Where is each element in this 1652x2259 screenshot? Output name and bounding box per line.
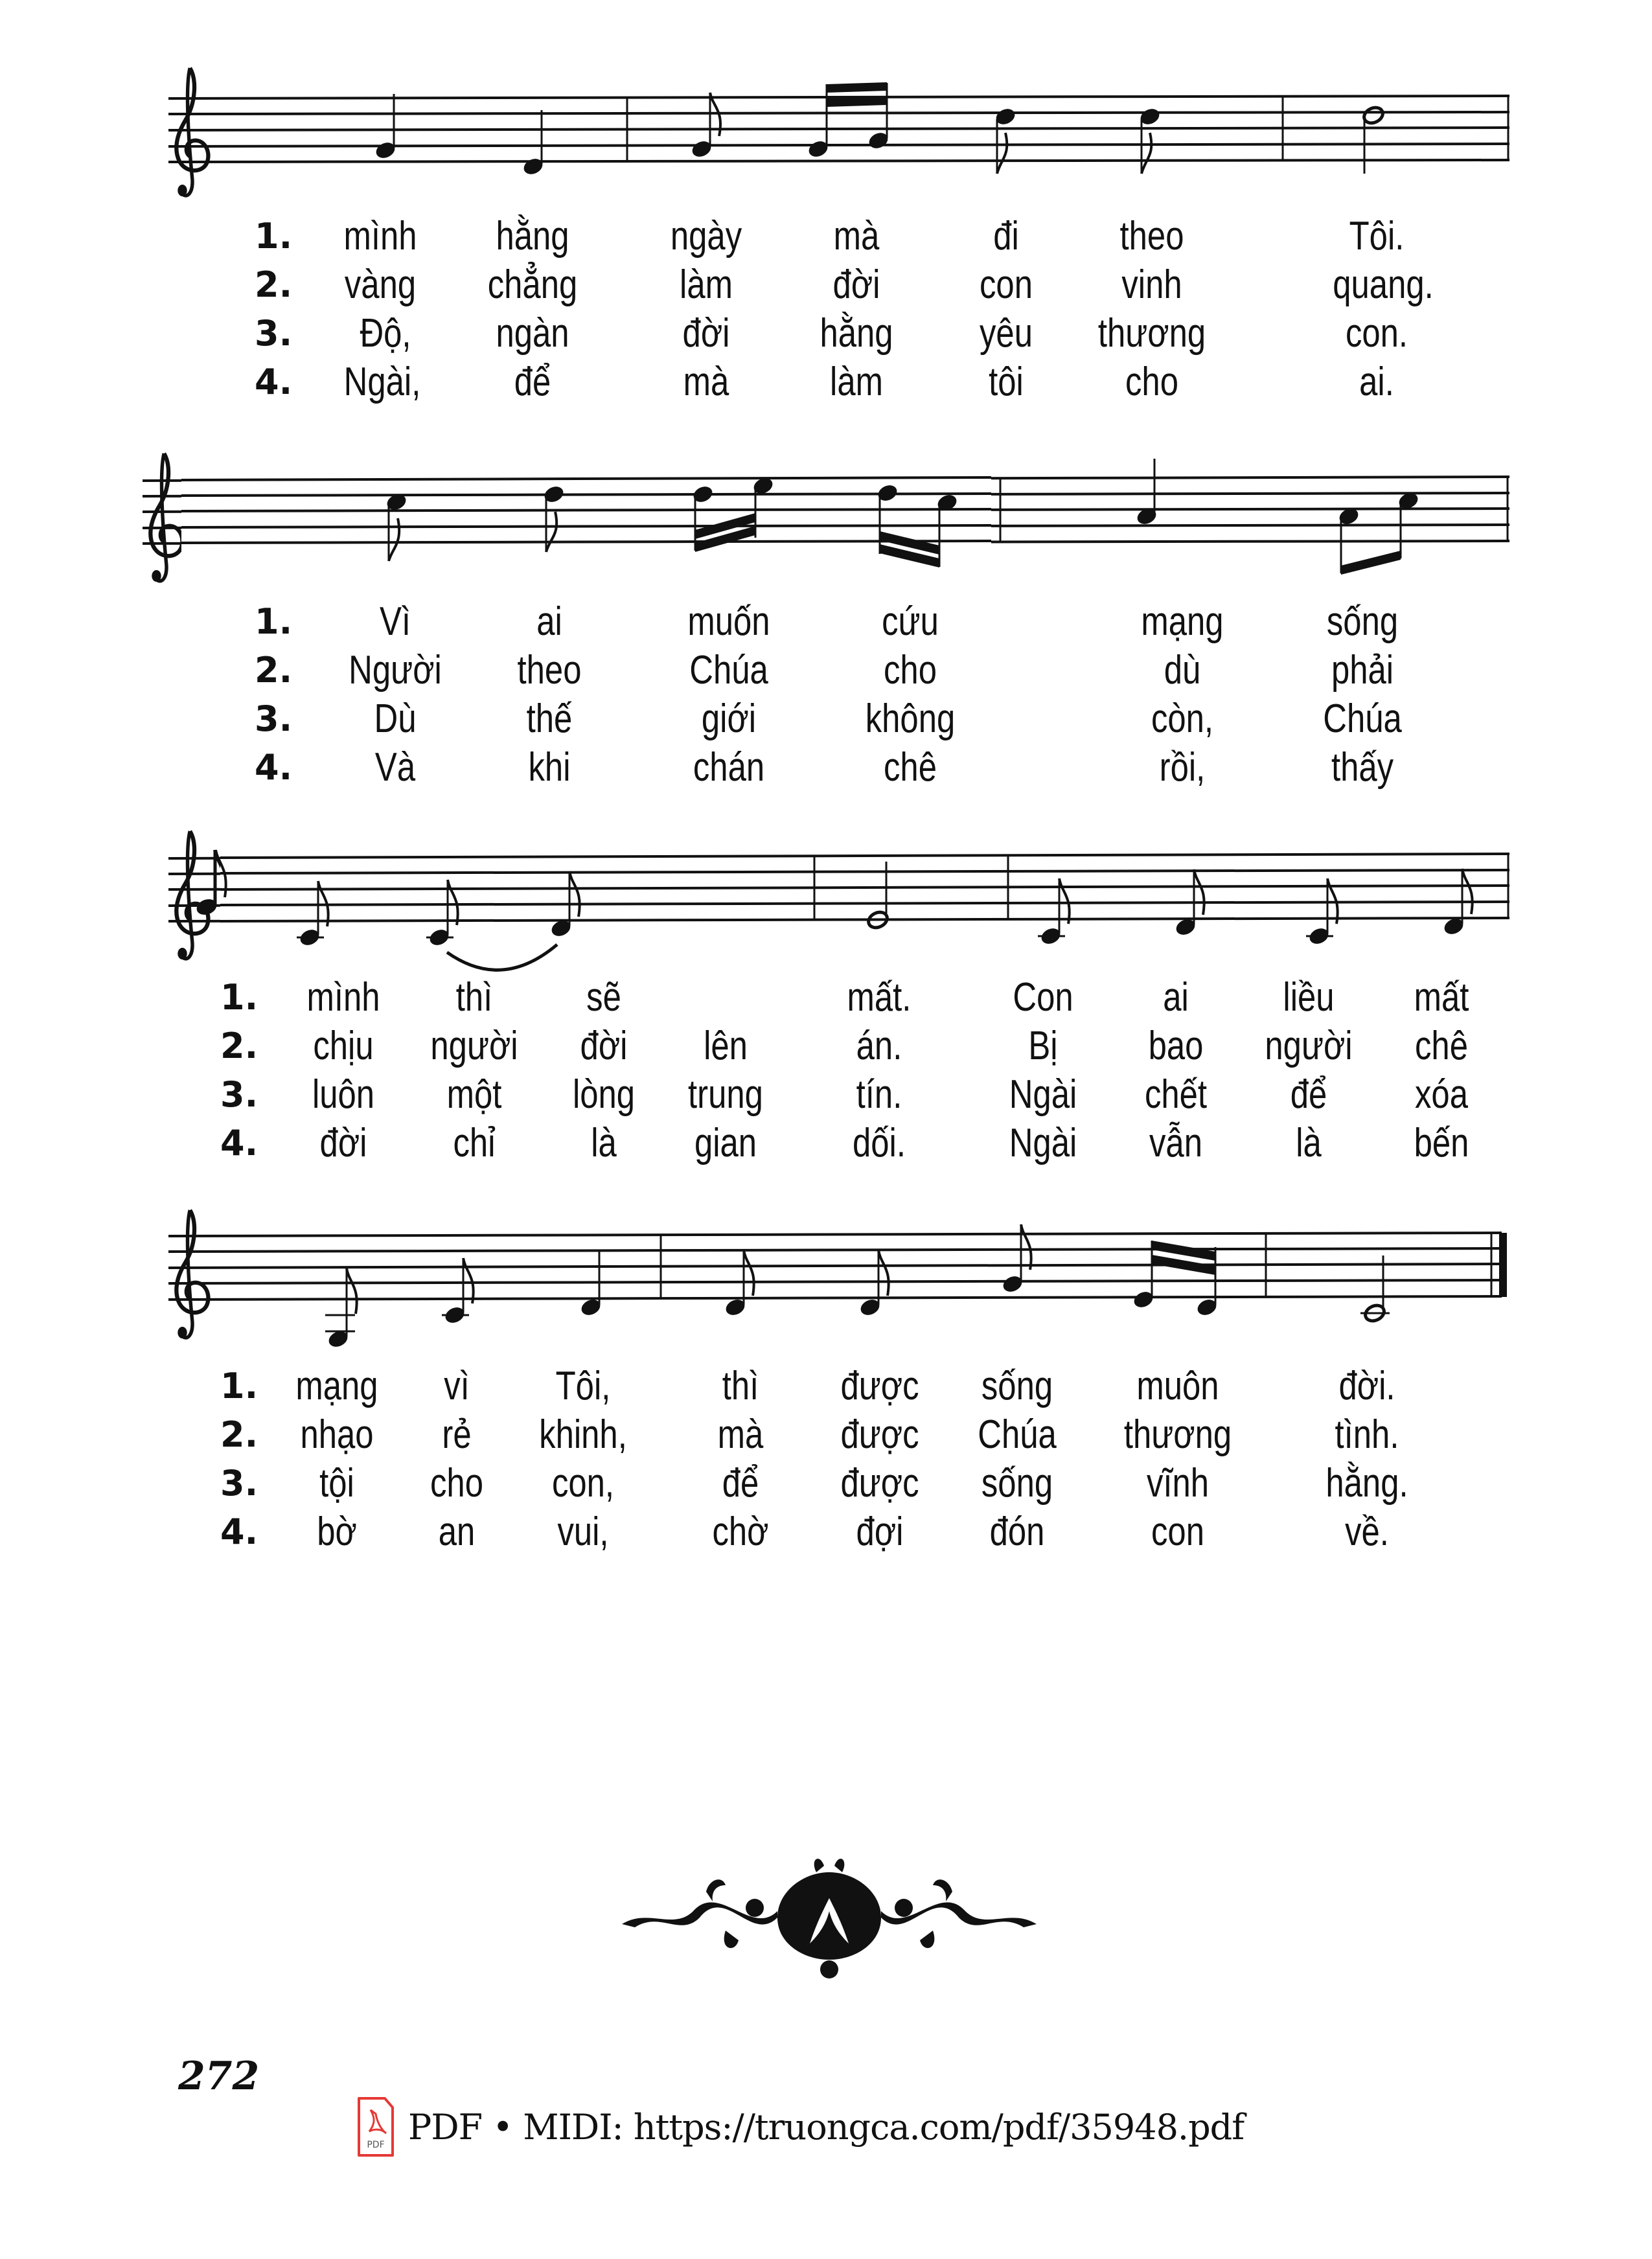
verse-number: 1.: [220, 1366, 258, 1406]
lyric: về.: [1345, 1509, 1389, 1554]
verse-row: [0, 975, 1652, 1020]
lyric: chờ: [712, 1509, 769, 1554]
lyric: làm: [830, 360, 883, 404]
verse-row: [0, 214, 1652, 259]
lyric: Dù: [374, 696, 417, 741]
lyric: đời.: [1338, 1364, 1395, 1408]
lyric: một: [446, 1072, 502, 1117]
lyric: Ngài: [1009, 1072, 1077, 1117]
lyric: thương: [1123, 1412, 1232, 1457]
verse-number: 2.: [255, 650, 293, 691]
lyric: làm: [680, 262, 733, 307]
lyric: sống: [981, 1364, 1053, 1408]
lyric: bờ: [317, 1509, 357, 1554]
lyric: muôn: [1136, 1364, 1219, 1408]
lyric: quang.: [1333, 262, 1434, 307]
lyric: đời: [580, 1024, 628, 1068]
lyric: chẳng: [487, 262, 578, 307]
lyric: chỉ: [453, 1121, 496, 1165]
verse-number: 2.: [220, 1026, 258, 1066]
lyric: nhạo: [300, 1412, 374, 1457]
lyric: ngày: [670, 214, 742, 258]
verse-row: [0, 648, 1652, 693]
lyric: đời: [832, 262, 880, 307]
lyric: mất: [1414, 975, 1469, 1020]
verse-row: [0, 1121, 1652, 1166]
lyric: vàng: [344, 262, 417, 307]
lyric: Chúa: [689, 648, 768, 693]
lyric: Con: [1013, 975, 1073, 1020]
lyric: mình: [343, 214, 417, 258]
lyric: tín.: [856, 1072, 902, 1117]
lyric: chê: [1415, 1024, 1468, 1068]
lyric: con: [1151, 1509, 1204, 1554]
lyric: lòng: [572, 1072, 636, 1117]
lyric: đời: [682, 311, 730, 356]
verse-row: [0, 1024, 1652, 1069]
verse-number: 4.: [220, 1511, 258, 1552]
lyric: hằng: [820, 311, 893, 356]
lyric: vĩnh: [1146, 1461, 1210, 1506]
footer-link[interactable]: [356, 2096, 1244, 2158]
verse-number: 4.: [255, 747, 293, 788]
verse-number: 3.: [255, 313, 293, 354]
lyric: yêu: [980, 311, 1033, 356]
lyric: con,: [551, 1461, 615, 1506]
lyric: Tôi.: [1349, 214, 1405, 258]
lyric: được: [840, 1461, 919, 1506]
lyric: trung: [688, 1072, 763, 1117]
lyric: mạng: [295, 1364, 378, 1408]
verse-number: 3.: [255, 698, 293, 739]
lyric: Chúa: [978, 1412, 1057, 1457]
lyric: dối.: [853, 1121, 906, 1165]
verse-row: [0, 696, 1652, 742]
lyric: tình.: [1335, 1412, 1399, 1457]
lyric: ngàn: [496, 311, 569, 356]
lyric: giới: [701, 696, 757, 741]
lyric: bao: [1148, 1024, 1204, 1068]
lyric: Và: [374, 745, 416, 790]
lyric: đợi: [856, 1509, 904, 1554]
lyric: dù: [1164, 648, 1201, 693]
footer-text[interactable]: PDF • MIDI: https://truongca.com/pdf/35948.pdf: [408, 2106, 1245, 2148]
lyric: mà: [833, 214, 880, 258]
verse-row: [0, 1412, 1652, 1458]
verse-number: 1.: [255, 216, 293, 257]
pdf-file-icon: [356, 2096, 395, 2158]
lyric: ai: [536, 599, 562, 644]
lyric: con: [980, 262, 1033, 307]
lyric: rẻ: [442, 1412, 472, 1457]
lyric: được: [840, 1364, 919, 1408]
lyric: người: [430, 1024, 518, 1068]
lyric: theo: [517, 648, 582, 693]
lyric: Ngài: [1009, 1121, 1077, 1165]
lyric: phải: [1331, 648, 1394, 693]
verse-row: [0, 262, 1652, 308]
verse-row: [0, 1072, 1652, 1118]
lyric: lên: [704, 1024, 748, 1068]
svg-text:PDF: PDF: [367, 2140, 385, 2150]
lyric: được: [840, 1412, 919, 1457]
lyric: ai: [1163, 975, 1189, 1020]
verse-number: 2.: [255, 264, 293, 305]
lyric: bến: [1414, 1121, 1469, 1165]
lyric: đi: [993, 214, 1019, 258]
lyric: để: [1290, 1072, 1327, 1117]
lyric: Bị: [1028, 1024, 1058, 1068]
verse-row: [0, 1509, 1652, 1555]
lyric: Ngài,: [343, 360, 421, 404]
lyric: còn,: [1151, 696, 1214, 741]
lyric: chết: [1144, 1072, 1208, 1117]
verse-row: [0, 745, 1652, 790]
lyric: Độ,: [360, 311, 411, 356]
verse-row: [0, 1461, 1652, 1506]
lyric: mạng: [1141, 599, 1224, 644]
lyric: gian: [694, 1121, 757, 1165]
floral-ornament-icon: [596, 1846, 1062, 1989]
lyric: để: [514, 360, 551, 404]
lyric: án.: [856, 1024, 902, 1068]
lyric: mất.: [847, 975, 912, 1020]
verse-number: 3.: [220, 1463, 258, 1504]
lyric: Người: [349, 648, 442, 693]
lyric: cứu: [882, 599, 939, 644]
lyric: khi: [528, 745, 571, 790]
lyric: thì: [455, 975, 493, 1020]
lyric: vẫn: [1149, 1121, 1202, 1165]
lyric: ai.: [1359, 360, 1394, 404]
lyric: theo: [1119, 214, 1184, 258]
final-barline: [1499, 1233, 1507, 1297]
verse-number: 2.: [220, 1414, 258, 1455]
lyric: thì: [722, 1364, 759, 1408]
lyric: đón: [989, 1509, 1045, 1554]
lyric: để: [722, 1461, 759, 1506]
lyric: hằng.: [1325, 1461, 1408, 1506]
page-number: 272: [178, 2054, 260, 2099]
verse-number: 4.: [255, 361, 293, 402]
lyric: thấy: [1331, 745, 1394, 790]
lyric: chịu: [313, 1024, 374, 1068]
lyric: là: [591, 1121, 617, 1165]
lyric: khinh,: [539, 1412, 627, 1457]
lyric: sống: [981, 1461, 1053, 1506]
lyric: không: [865, 696, 956, 741]
lyric: vinh: [1121, 262, 1182, 307]
lyric: người: [1265, 1024, 1353, 1068]
lyric: Vì: [379, 599, 411, 644]
lyric: mà: [683, 360, 729, 404]
lyric: sẽ: [586, 975, 621, 1020]
lyric: luôn: [312, 1072, 375, 1117]
lyric: thế: [526, 696, 573, 741]
verse-row: [0, 311, 1652, 356]
lyric: liều: [1283, 975, 1335, 1020]
verse-row: [0, 599, 1652, 645]
verse-number: 1.: [220, 977, 258, 1018]
lyric: vui,: [557, 1509, 609, 1554]
lyric: xóa: [1415, 1072, 1468, 1117]
lyric: Tôi,: [555, 1364, 611, 1408]
lyric: chê: [884, 745, 937, 790]
lyric: mình: [306, 975, 380, 1020]
lyric: muốn: [687, 599, 770, 644]
lyric: cho: [884, 648, 937, 693]
lyric: đời: [319, 1121, 367, 1165]
verse-number: 3.: [220, 1074, 258, 1115]
lyric: Chúa: [1323, 696, 1402, 741]
lyric: an: [438, 1509, 476, 1554]
lyric: mà: [717, 1412, 764, 1457]
lyric: thương: [1097, 311, 1206, 356]
lyric: vì: [444, 1364, 470, 1408]
verse-row: [0, 360, 1652, 405]
treble-clef-icon: [176, 1210, 208, 1338]
lyric: tôi: [989, 360, 1024, 404]
lyric: cho: [1125, 360, 1178, 404]
verse-number: 4.: [220, 1123, 258, 1164]
lyric: tội: [319, 1461, 354, 1506]
verse-row: [0, 1364, 1652, 1409]
staff-4: [168, 1210, 1507, 1349]
lyric: là: [1296, 1121, 1322, 1165]
lyric: hằng: [496, 214, 569, 258]
lyric: chán: [693, 745, 765, 790]
lyric: cho: [430, 1461, 483, 1506]
verse-number: 1.: [255, 601, 293, 642]
lyric: con.: [1345, 311, 1408, 356]
lyric: rồi,: [1159, 745, 1206, 790]
lyric: sống: [1326, 599, 1399, 644]
